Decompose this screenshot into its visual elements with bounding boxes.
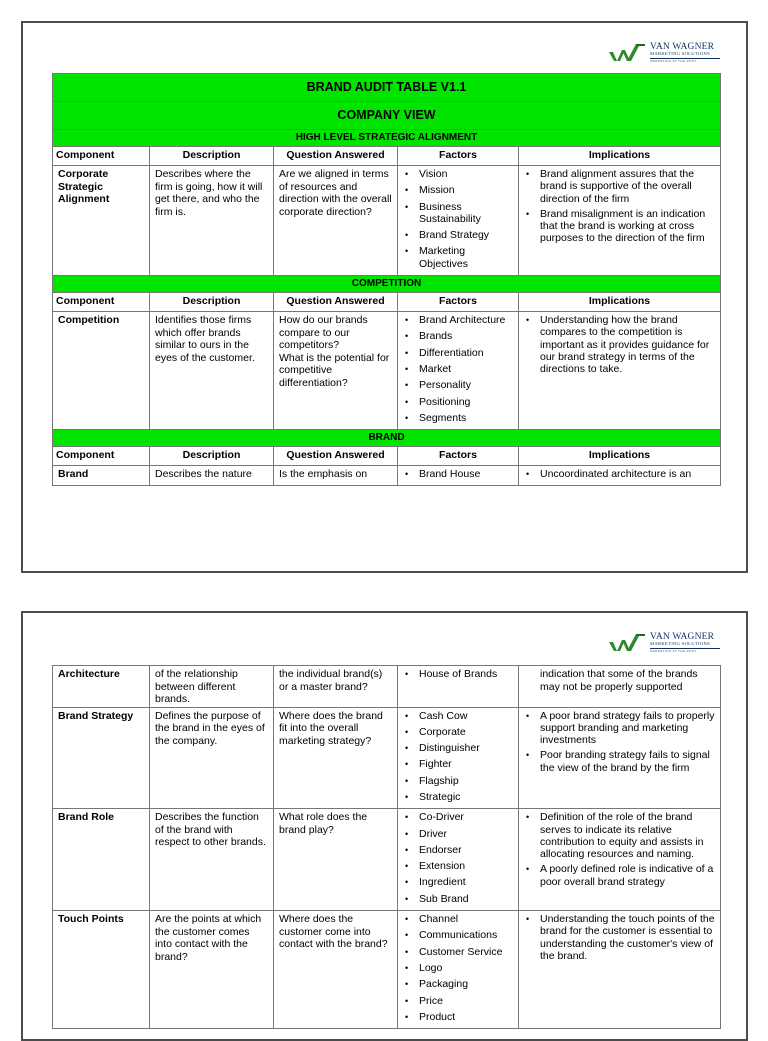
question-cell: Where does the brand fit into the overall marketing strategy? [274,707,398,809]
factor-item: • House of Brands [403,668,513,680]
factor-item: • Driver [403,828,513,840]
component-cell: Brand Strategy [53,707,150,809]
section-title: HIGH LEVEL STRATEGIC ALIGNMENT [53,130,721,147]
component-cell: Architecture [53,666,150,708]
description-cell: Describes where the firm is going, how it will get there, and who the firm is. [150,166,274,276]
factor-item: • Co-Driver [403,811,513,823]
component-cell: Brand Role [53,809,150,911]
component-cell: Competition [53,312,150,430]
factors-cell [398,466,519,486]
description-cell: Defines the purpose of the brand in the eyes of the company. [150,707,274,809]
factor-item: • Distinguisher [403,742,513,754]
factor-item: • Marketing Objectives [403,245,513,270]
factors-cell [398,707,519,809]
factor-item: • Communications [403,929,513,941]
implications-cell [519,809,721,911]
table-row [53,809,721,911]
factor-item: • Brand Strategy [403,229,513,241]
implication-item: • Understanding the touch points of the brand for the customer is essential to understanding the customer's view of the brand. [524,913,715,962]
implications-cell: indication that some of the brands may not be properly supported [519,666,721,708]
column-header: Implications [519,147,721,166]
document-page-2 [21,611,748,1041]
factor-item: • Extension [403,860,513,872]
implication-item: • Uncoordinated architecture is an [524,468,715,480]
factor-item: • Segments [403,412,513,424]
factor-item: • Endorser [403,844,513,856]
section-title: BRAND [53,430,721,447]
view-title: COMPANY VIEW [53,102,721,130]
question-cell: Are we aligned in terms of resources and direction with the overall corporate direction? [274,166,398,276]
component-cell: Brand [53,466,150,486]
factor-item: • Cash Cow [403,710,513,722]
table-row [53,166,721,276]
table-row [53,312,721,430]
logo-tagline: MARKETING AT THE ROOT [650,59,697,64]
implication-item: • Brand alignment assures that the brand is supportive of the overall direction of the firm [524,168,715,205]
column-header-row [53,447,721,466]
factor-item: • Market [403,363,513,375]
component-cell: Touch Points [53,911,150,1029]
implication-item: • A poorly defined role is indicative of a poor overall brand strategy [524,863,715,888]
factor-item: • Business Sustainability [403,201,513,226]
description-cell: Are the points at which the customer comes into contact with the brand? [150,911,274,1029]
table-row [53,466,721,486]
question-cell [274,312,398,430]
section-title: COMPETITION [53,276,721,293]
factor-item: • Strategic [403,791,513,803]
factor-item: • Mission [403,184,513,196]
implications-cell [519,166,721,276]
factors-cell [398,809,519,911]
column-header-row [53,293,721,312]
description-cell: of the relationship between different brands. [150,666,274,708]
implications-cell [519,312,721,430]
factor-item: • Sub Brand [403,893,513,905]
column-header: Implications [519,293,721,312]
column-header: Description [150,447,274,466]
column-header: Factors [398,293,519,312]
logo-subtitle: MARKETING SOLUTIONS [650,51,710,57]
description-cell: Describes the nature [150,466,274,486]
column-header: Factors [398,447,519,466]
factor-item: • Fighter [403,758,513,770]
factor-item: • Personality [403,379,513,391]
van-wagner-logo [607,630,720,656]
factor-item: • Price [403,995,513,1007]
factors-cell [398,312,519,430]
column-header-row [53,147,721,166]
implication-item: • Understanding how the brand compares to the competition is important as it provides guidance for our brand strategy in terms of the directions to take. [524,314,715,375]
table-title: BRAND AUDIT TABLE V1.1 [53,74,721,102]
factor-item: • Differentiation [403,347,513,359]
column-header: Description [150,293,274,312]
factor-item: • Packaging [403,978,513,990]
factors-cell [398,911,519,1029]
factor-item: • Customer Service [403,946,513,958]
logo-mark-icon [607,632,647,654]
column-header: Component [53,293,150,312]
column-header: Component [53,447,150,466]
factor-item: • Brands [403,330,513,342]
question-cell: the individual brand(s) or a master brand? [274,666,398,708]
brand-audit-table [52,73,721,486]
logo-subtitle: MARKETING SOLUTIONS [650,641,710,647]
factor-item: • Positioning [403,396,513,408]
implications-cell [519,466,721,486]
factor-item: • Ingredient [403,876,513,888]
column-header: Description [150,147,274,166]
logo-name: VAN WAGNER [650,631,715,642]
factor-item: • Corporate [403,726,513,738]
implications-cell [519,707,721,809]
description-cell: Identifies those firms which offer brands similar to ours in the eyes of the customer. [150,312,274,430]
factor-item: • Product [403,1011,513,1023]
column-header: Question Answered [274,147,398,166]
implications-cell [519,911,721,1029]
factor-item: • Logo [403,962,513,974]
column-header: Implications [519,447,721,466]
brand-audit-table-continued [52,665,721,1029]
implication-item: • Poor branding strategy fails to signal the view of the brand by the firm [524,749,715,774]
logo-tagline: MARKETING AT THE ROOT [650,649,697,654]
question-cell: Where does the customer come into contact with the brand? [274,911,398,1029]
implication-item: • A poor brand strategy fails to properly support branding and marketing investments [524,710,715,747]
column-header: Question Answered [274,447,398,466]
component-cell: Corporate Strategic Alignment [53,166,150,276]
table-row [53,707,721,809]
factors-cell [398,666,519,708]
description-cell: Describes the function of the brand with respect to other brands. [150,809,274,911]
factors-cell [398,166,519,276]
column-header: Question Answered [274,293,398,312]
logo-mark-icon [607,42,647,64]
implication-item: • Definition of the role of the brand serves to indicate its relative contribution to equity and assists in allocating resources and naming. [524,811,715,860]
table-row [53,911,721,1029]
table-row [53,666,721,708]
factor-item: • Flagship [403,775,513,787]
question-line: How do our brands compare to our competitors? [279,314,368,352]
factor-item: • Vision [403,168,513,180]
logo-name: VAN WAGNER [650,41,715,52]
implication-item: • Brand misalignment is an indication that the brand is working at cross purposes to the direction of the firm [524,208,715,245]
factor-item: • Brand Architecture [403,314,513,326]
factor-item: • Channel [403,913,513,925]
question-line: What is the potential for competitive differentiation? [279,351,390,389]
van-wagner-logo [607,40,720,66]
question-cell: Is the emphasis on [274,466,398,486]
column-header: Component [53,147,150,166]
factor-item: • Brand House [403,468,513,480]
document-page-1 [21,21,748,573]
question-cell: What role does the brand play? [274,809,398,911]
column-header: Factors [398,147,519,166]
